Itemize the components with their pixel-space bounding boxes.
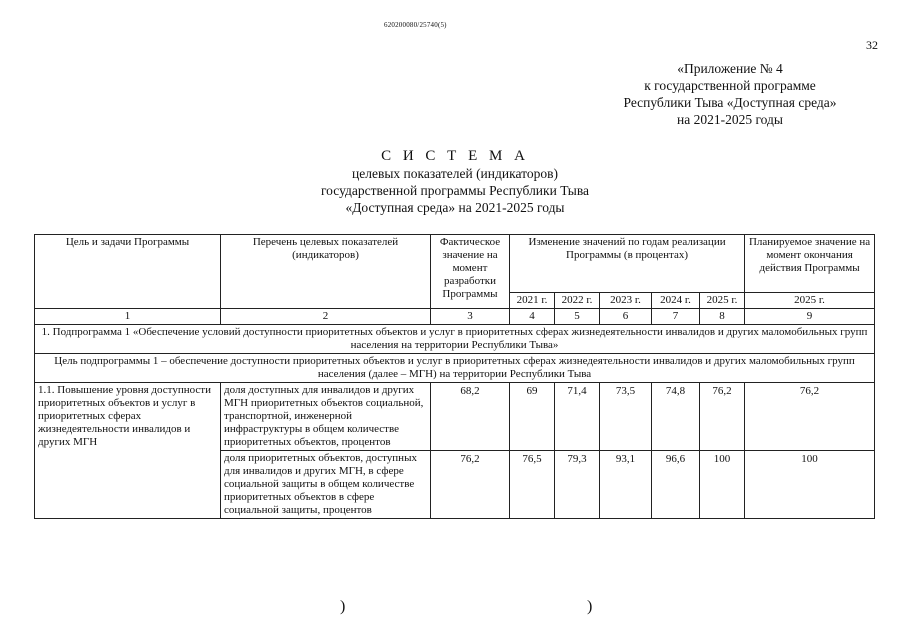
header-actual: Фактическое значение на момент разработки Программы: [431, 235, 510, 309]
header-planned-year: 2025 г.: [745, 293, 875, 309]
value-2022: 71,4: [555, 383, 600, 451]
goal-row: [35, 354, 875, 383]
subprogram-goal: Цель подпрограммы 1 – обеспечение доступности приоритетных объектов и услуг в приоритетных сферах жизнедеятельности инвалидов и других маломобильных групп населения (далее – МГН) на территории Республики Тыва: [35, 354, 875, 383]
document-stamp: 620200080/25740(5): [384, 21, 447, 29]
table-row: [35, 383, 875, 451]
value-2024: 74,8: [652, 383, 700, 451]
subprogram-row: [35, 325, 875, 354]
header-year-2025: 2025 г.: [700, 293, 745, 309]
header-year-2021: 2021 г.: [510, 293, 555, 309]
indicators-table: [34, 234, 875, 519]
column-number: 5: [555, 309, 600, 325]
actual-value: 76,2: [431, 451, 510, 519]
column-number: 4: [510, 309, 555, 325]
appendix-line: «Приложение № 4: [677, 61, 783, 76]
value-2023: 93,1: [600, 451, 652, 519]
bottom-mark: ): [340, 598, 346, 615]
page-number: 32: [866, 38, 878, 52]
header-goal: Цель и задачи Программы: [35, 235, 221, 309]
column-number: 3: [431, 309, 510, 325]
column-number: 6: [600, 309, 652, 325]
header-year-2024: 2024 г.: [652, 293, 700, 309]
appendix-line: Республики Тыва «Доступная среда»: [623, 95, 837, 110]
subprogram-title: 1. Подпрограмма 1 «Обеспечение условий доступности приоритетных объектов и услуг в приоритетных сферах жизнедеятельности инвалидов и других маломобильных групп населения на территории Республики Тыва»: [35, 325, 875, 354]
appendix-line: на 2021-2025 годы: [677, 112, 783, 127]
column-number: 2: [221, 309, 431, 325]
value-2025: 100: [700, 451, 745, 519]
value-2024: 96,6: [652, 451, 700, 519]
actual-value: 68,2: [431, 383, 510, 451]
title-line: «Доступная среда» на 2021-2025 годы: [345, 200, 565, 215]
value-2022: 79,3: [555, 451, 600, 519]
planned-value: 100: [745, 451, 875, 519]
indicator-cell: доля доступных для инвалидов и других МГН приоритетных объектов социальной, транспортной, инженерной инфраструктуры в общем количестве приоритетных объектов, процентов: [221, 383, 431, 451]
header-year-2023: 2023 г.: [600, 293, 652, 309]
planned-value: 76,2: [745, 383, 875, 451]
column-number: 9: [745, 309, 875, 325]
header-planned: Планируемое значение на момент окончания действия Программы: [745, 235, 875, 293]
task-cell: 1.1. Повышение уровня доступности приоритетных объектов и услуг в приоритетных сферах жизнедеятельности инвалидов и других МГН: [35, 383, 221, 519]
title-heading: С И С Т Е М А: [381, 148, 529, 164]
header-row: [35, 235, 875, 293]
title-line: государственной программы Республики Тыва: [320, 183, 590, 198]
header-indicators: Перечень целевых показателей (индикаторов): [221, 235, 431, 309]
column-number: 1: [35, 309, 221, 325]
bottom-mark: ): [587, 598, 593, 615]
column-number: 8: [700, 309, 745, 325]
value-2023: 73,5: [600, 383, 652, 451]
column-number: 7: [652, 309, 700, 325]
title-line: целевых показателей (индикаторов): [352, 166, 558, 181]
header-year-2022: 2022 г.: [555, 293, 600, 309]
value-2021: 69: [510, 383, 555, 451]
appendix-header: [600, 60, 860, 128]
document-title: [250, 148, 660, 216]
value-2025: 76,2: [700, 383, 745, 451]
column-numbers-row: [35, 309, 875, 325]
value-2021: 76,5: [510, 451, 555, 519]
appendix-line: к государственной программе: [644, 78, 816, 93]
header-change: Изменение значений по годам реализации Программы (в процентах): [510, 235, 745, 293]
indicator-cell: доля приоритетных объектов, доступных для инвалидов и других МГН, в сфере социальной защиты в общем количестве приоритетных объектов в сфере социальной защиты, процентов: [221, 451, 431, 519]
